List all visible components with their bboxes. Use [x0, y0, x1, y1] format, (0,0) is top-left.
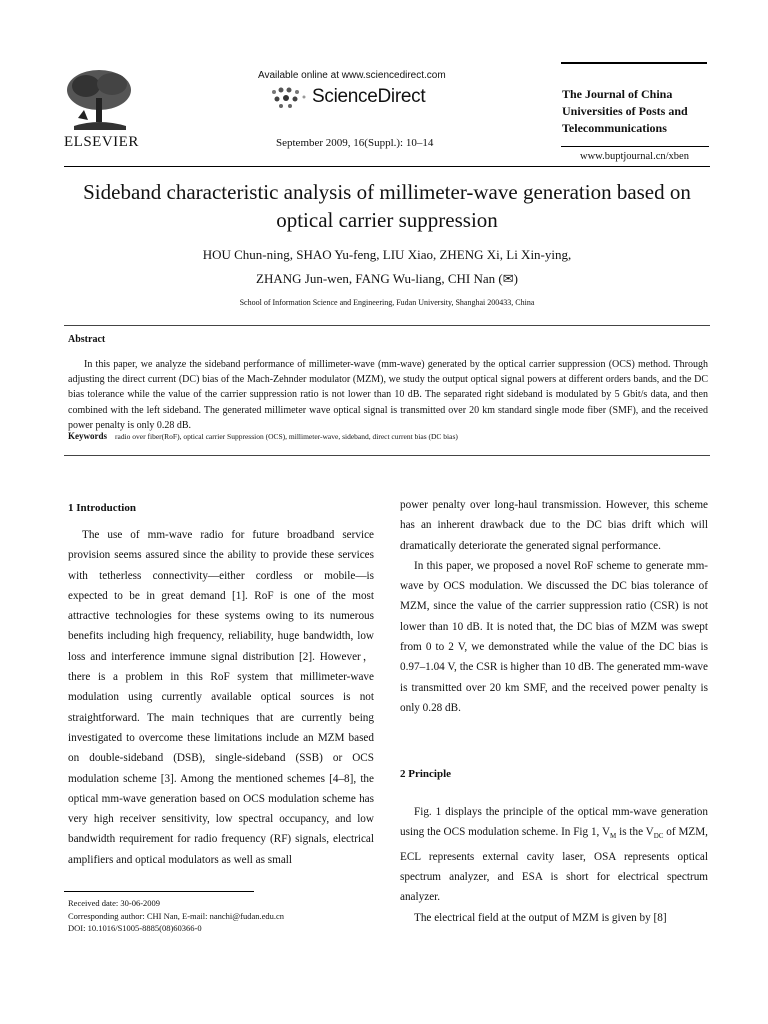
right-column-top	[400, 495, 708, 718]
principle-paragraph-2: The electrical field at the output of MZM is given by [8]	[414, 911, 667, 924]
authors	[64, 243, 710, 291]
principle-paragraph-1: Fig. 1 displays the principle of the optical mm-wave generation using the OCS modulation scheme. In Fig 1, $V_M$ is the $V_{DC}$ of MZM, ECL represents external cavity laser, OSA represents optical spectrum analyzer, and ESA is short for electrical spectrum analyzer.	[400, 806, 708, 904]
abstract-heading: Abstract	[68, 334, 106, 345]
journal-rule	[561, 146, 709, 147]
abstract-bottom-rule	[64, 455, 710, 456]
intro-paragraph-2: In this paper, we proposed a novel RoF scheme to generate mm-wave by OCS modulation. We discussed the DC bias tolerance of MZM, since the value of the carrier suppression ratio (CSR) is not lower than 10 dB. It is noted that, the DC bias of MZM was swept from 0 to 2 V, we demonstrated while the value of the DC bias is 0.97–1.04 V, the CSR is higher than 10 dB. The generated mm-wave is transmitted over 20 km SMF, and the received power penalty is only 0.28 dB.	[400, 559, 708, 714]
keywords-label: Keywords	[68, 431, 107, 441]
keywords	[68, 431, 708, 441]
affiliation: School of Information Science and Engineering, Fudan University, Shanghai 200433, China	[239, 298, 535, 307]
elsevier-tree-logo	[64, 68, 134, 130]
journal-name	[562, 86, 722, 137]
title-line-1: Sideband characteristic analysis of millimeter-wave generation based on	[83, 180, 691, 204]
doi: DOI: 10.1016/S1005-8885(08)60366-0	[68, 923, 202, 933]
footnotes	[68, 897, 284, 935]
footnote-rule	[64, 891, 254, 892]
title-line-2: optical carrier suppression	[276, 208, 498, 232]
corresponding-author: Corresponding author: CHI Nan, E-mail: nanchi@fudan.edu.cn	[68, 910, 285, 921]
header-rule	[64, 166, 710, 167]
principle-text	[400, 802, 708, 928]
authors-line-1: HOU Chun-ning, SHAO Yu-feng, LIU Xiao, ZHENG Xi, Li Xin-ying,	[202, 247, 572, 262]
journal-line-1: The Journal of China	[562, 87, 673, 101]
issue-info: September 2009, 16(Suppl.): 10–14	[276, 137, 434, 149]
journal-line-2: Universities of Posts and	[562, 104, 688, 118]
authors-line-2: ZHANG Jun-wen, FANG Wu-liang, CHI Nan (✉)	[256, 271, 518, 286]
sciencedirect-logo-text: ScienceDirect	[312, 86, 426, 107]
available-online-text: Available online at www.sciencedirect.com	[258, 70, 446, 81]
keywords-text: radio over fiber(RoF), optical carrier Suppression (OCS), millimeter-wave, sideband, direct current bias (DC bias)	[115, 432, 458, 441]
journal-top-rule	[561, 62, 707, 64]
paper-title	[64, 178, 710, 234]
section-heading-principle: 2 Principle	[400, 768, 452, 780]
abstract-top-rule	[64, 325, 710, 326]
journal-line-3: Telecommunications	[562, 121, 667, 135]
journal-url: www.buptjournal.cn/xben	[580, 151, 689, 162]
received-date: Received date: 30-06-2009	[68, 898, 161, 908]
intro-continued-paragraph: power penalty over long-haul transmission. However, this scheme has an inherent drawback due to the DC bias drift which will dramatically deteriorate the generated signal performance.	[400, 499, 708, 552]
intro-text-left-column	[68, 525, 374, 870]
abstract-text: In this paper, we analyze the sideband performance of millimeter-wave (mm-wave) generated by the optical carrier suppression (OCS) method. Through adjusting the direct current (DC) bias of the Mach-Zehnder modulator (MZM), we study the output optical signal powers at different orders bands, and the DC bias tolerance while the value of the carrier suppression ratio is not lower than 10 dB. The separated right sideband is modulated by 5 Gbit/s data, and then combined with the left sideband. The generated millimeter wave optical signal is transmitted over 20 km standard single mode fiber (SMF), and the received power penalty is only 0.28 dB.	[68, 359, 708, 431]
intro-paragraph: The use of mm-wave radio for future broadband service provision seems assured since the ability to provide these services with tetherless connectivity—either cordless or mobile—is expected to be in great demand [1]. RoF is one of the most attractive technologies for these systems owing to its numerous benefits including high frequency, reliability, huge bandwidth, low loss and interference immune signal distribution [2]. However，there is a problem in this RoF system that millimeter-wave modulation using currently available optical sources is not straightforward. The main techniques that are currently being investigated to overcome these limitations include an MZM based on double-sideband (DSB), single-sideband (SSB) or OCS modulation scheme [3]. Among the mentioned schemes [4–8], the optical mm-wave generation based on OCS modulation scheme has very high receiver sensitivity, low spectral occupancy, and low bandwidth requirement for radio frequency (RF) signals, electrical amplifiers and optical modulators as well as small	[68, 529, 374, 866]
section-heading-introduction: 1 Introduction	[68, 502, 136, 514]
publisher-name: ELSEVIER	[64, 134, 139, 150]
